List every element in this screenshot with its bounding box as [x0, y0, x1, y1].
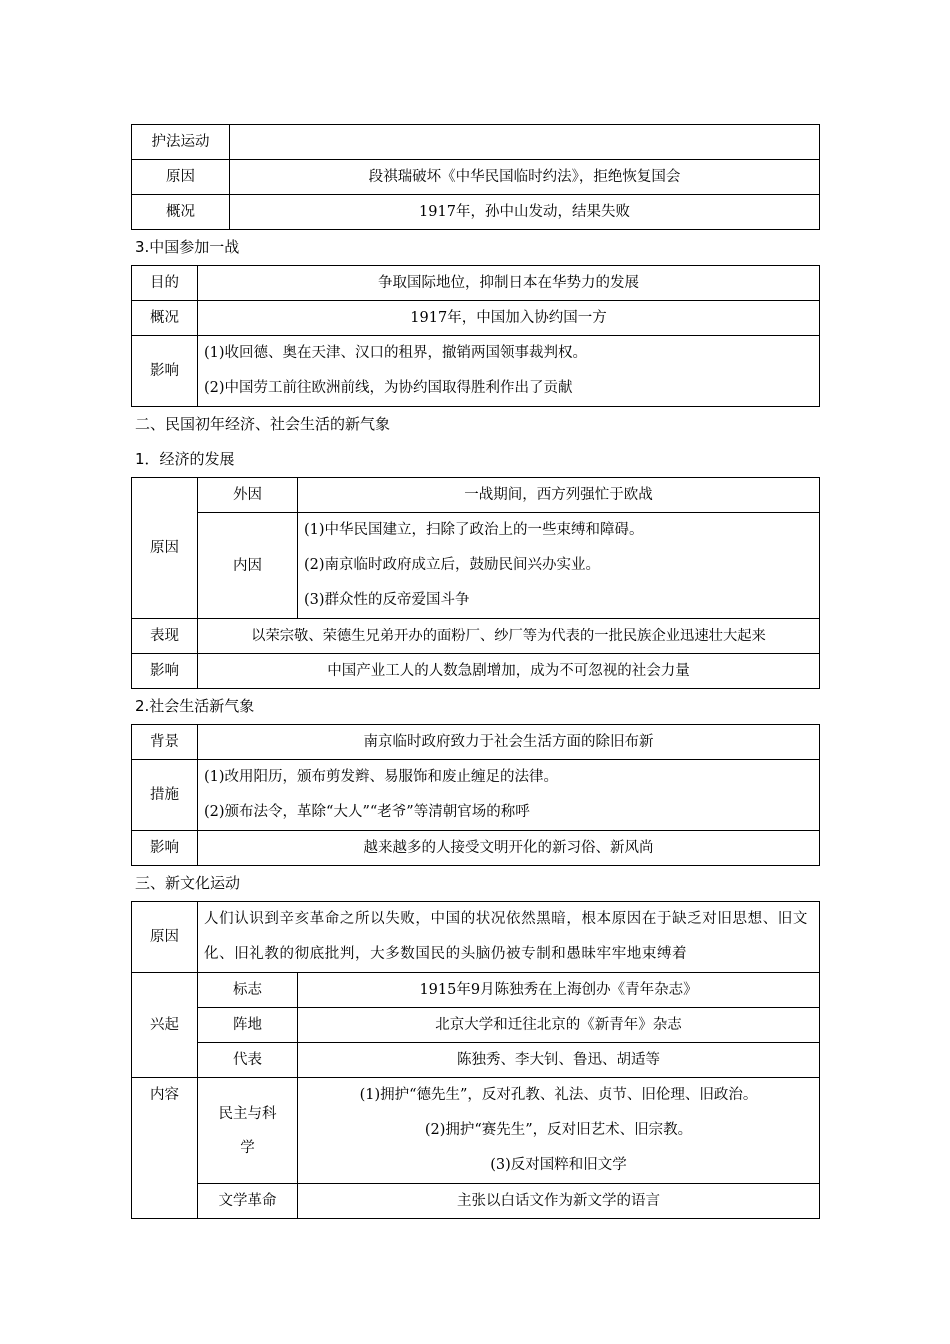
table-row	[132, 654, 820, 689]
table-row	[132, 195, 820, 230]
sub-label: 阵地	[198, 1008, 298, 1043]
row-value: 以荣宗敬、荣德生兄弟开办的面粉厂、纱厂等为代表的一批民族企业迅速壮大起来	[198, 619, 820, 654]
row-value: 主张以白话文作为新文学的语言	[298, 1184, 820, 1219]
table-empty-cell	[230, 125, 820, 160]
list-item: (3)反对国粹和旧文学	[490, 1157, 627, 1173]
table-row	[132, 266, 820, 301]
document-page	[131, 124, 819, 1219]
row-value-list	[198, 336, 820, 407]
table-row	[132, 301, 820, 336]
row-value: 1915年9月陈独秀在上海创办《青年杂志》	[298, 973, 820, 1008]
row-label: 原因	[132, 160, 230, 195]
section-heading: 三、新文化运动	[135, 874, 241, 892]
row-label: 概况	[132, 301, 198, 336]
table-row	[132, 125, 820, 160]
row-value: 越来越多的人接受文明开化的新习俗、新风尚	[198, 831, 820, 866]
sub-label: 文学革命	[198, 1184, 298, 1219]
row-value: 中国产业工人的人数急剧增加，成为不可忽视的社会力量	[198, 654, 820, 689]
section-heading: 3.中国参加一战	[135, 238, 240, 256]
row-value: 争取国际地位，抑制日本在华势力的发展	[198, 266, 820, 301]
table-row	[132, 1184, 820, 1219]
section-heading: 二、民国初年经济、社会生活的新气象	[135, 415, 391, 433]
row-label: 内容	[132, 1078, 198, 1219]
sub-label: 外因	[198, 478, 298, 513]
row-label: 影响	[132, 831, 198, 866]
sub-label: 标志	[198, 973, 298, 1008]
row-value: 陈独秀、李大钊、鲁迅、胡适等	[298, 1043, 820, 1078]
table-constitution-protection	[131, 124, 820, 230]
table-row	[132, 478, 820, 513]
row-label: 原因	[132, 902, 198, 973]
row-value-list	[298, 513, 820, 619]
row-value: 一战期间，西方列强忙于欧战	[298, 478, 820, 513]
table-row	[132, 619, 820, 654]
row-value: 段祺瑞破坏《中华民国临时约法》，拒绝恢复国会	[230, 160, 820, 195]
table-row	[132, 1078, 820, 1184]
list-item: (1)拥护“德先生”，反对孔教、礼法、贞节、旧伦理、旧政治。	[359, 1087, 758, 1103]
table-economic-development	[131, 477, 820, 689]
table-new-culture-movement	[131, 901, 820, 1219]
list-item: (3)群众性的反帝爱国斗争	[304, 592, 470, 608]
sub-label: 代表	[198, 1043, 298, 1078]
list-item: (1)收回德、奥在天津、汉口的租界，撤销两国领事裁判权。	[204, 345, 588, 361]
table-row	[132, 725, 820, 760]
list-item: (1)改用阳历，颁布剪发辫、易服饰和废止缠足的法律。	[204, 769, 559, 785]
list-item: (2)颁布法令，革除“大人”“老爷”等清朝官场的称呼	[204, 804, 530, 820]
table-row	[132, 831, 820, 866]
table-row	[132, 1008, 820, 1043]
row-label: 目的	[132, 266, 198, 301]
subsection-heading: 1．经济的发展	[135, 450, 235, 468]
table-title-cell: 护法运动	[132, 125, 230, 160]
row-label: 影响	[132, 654, 198, 689]
table-row	[132, 760, 820, 831]
subsection-heading: 2.社会生活新气象	[135, 697, 255, 715]
row-label: 概况	[132, 195, 230, 230]
row-value: 1917年，中国加入协约国一方	[198, 301, 820, 336]
row-label: 原因	[132, 478, 198, 619]
table-row	[132, 513, 820, 619]
row-value: 1917年，孙中山发动，结果失败	[230, 195, 820, 230]
sub-label: 内因	[198, 513, 298, 619]
row-value: 人们认识到辛亥革命之所以失败，中国的状况依然黑暗，根本原因在于缺乏对旧思想、旧文化、旧礼教的彻底批判，大多数国民的头脑仍被专制和愚昧牢牢地束缚着	[198, 902, 820, 973]
table-row	[132, 902, 820, 973]
list-item: (2)拥护“赛先生”，反对旧艺术、旧宗教。	[424, 1122, 693, 1138]
row-value: 北京大学和迁往北京的《新青年》杂志	[298, 1008, 820, 1043]
table-row	[132, 973, 820, 1008]
table-row	[132, 160, 820, 195]
row-value-list	[198, 760, 820, 831]
table-china-wwi	[131, 265, 820, 407]
row-value-list	[298, 1078, 820, 1184]
row-label: 背景	[132, 725, 198, 760]
list-item: (2)南京临时政府成立后，鼓励民间兴办实业。	[304, 557, 601, 573]
row-label: 措施	[132, 760, 198, 831]
table-row	[132, 336, 820, 407]
row-label: 表现	[132, 619, 198, 654]
row-value: 南京临时政府致力于社会生活方面的除旧布新	[198, 725, 820, 760]
sub-label: 民主与科学	[198, 1078, 298, 1184]
row-label: 影响	[132, 336, 198, 407]
table-row	[132, 1043, 820, 1078]
list-item: (2)中国劳工前往欧洲前线，为协约国取得胜利作出了贡献	[204, 380, 573, 396]
list-item: (1)中华民国建立，扫除了政治上的一些束缚和障碍。	[304, 522, 644, 538]
row-label: 兴起	[132, 973, 198, 1078]
table-social-life	[131, 724, 820, 866]
